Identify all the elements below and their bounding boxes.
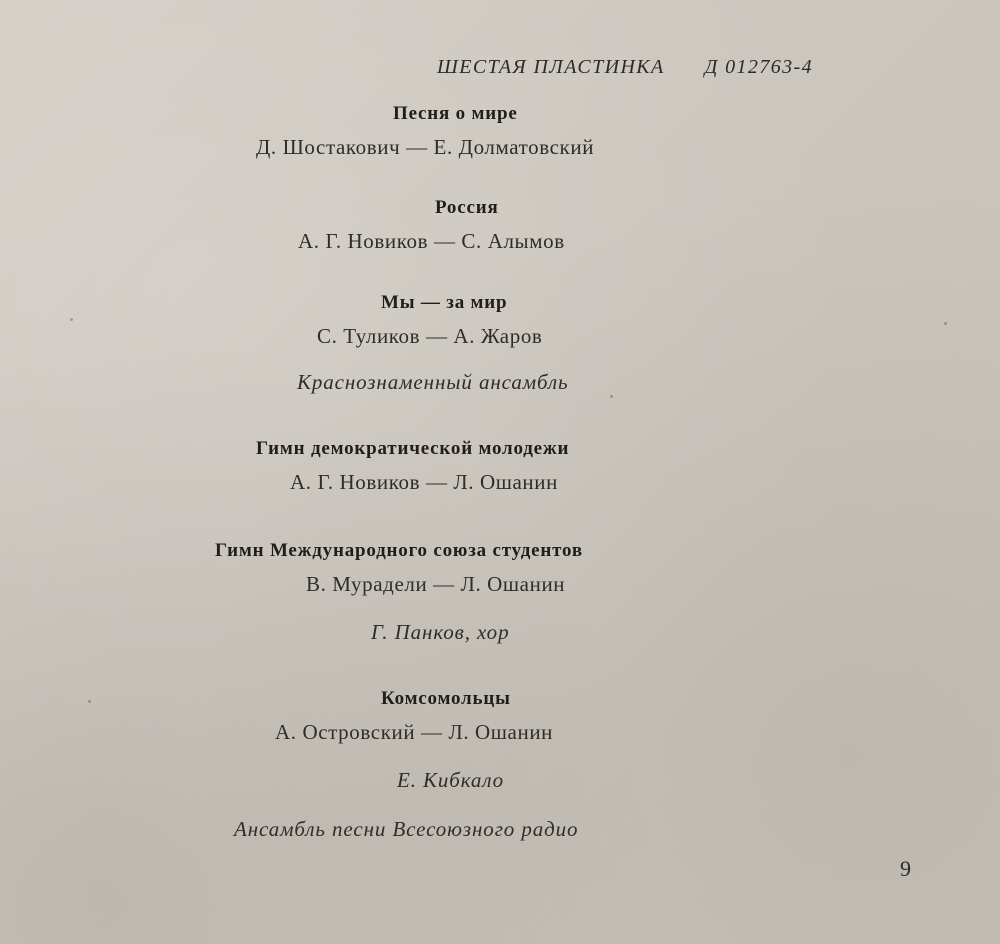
track-authors-3: С. Туликов — А. Жаров <box>317 324 543 348</box>
track-authors-5: В. Мурадели — Л. Ошанин <box>306 572 566 596</box>
track-title-6: Комсомольцы <box>381 688 511 709</box>
catalog-number: Д 012763-4 <box>704 56 813 78</box>
performer-soloist-1: Г. Панков, хор <box>371 620 510 644</box>
track-title-5: Гимн Международного союза студентов <box>215 540 583 561</box>
performer-ensemble-2: Ансамбль песни Всесоюзного радио <box>234 817 579 841</box>
record-header <box>437 56 813 79</box>
track-authors-2: А. Г. Новиков — С. Алымов <box>298 229 565 253</box>
record-label: ШЕСТАЯ ПЛАСТИНКА <box>437 56 665 78</box>
track-title-4: Гимн демократической молодежи <box>256 438 570 459</box>
performer-ensemble-1: Краснознаменный ансамбль <box>297 370 569 394</box>
track-title-3: Мы — за мир <box>381 292 508 313</box>
track-authors-1: Д. Шостакович — Е. Долматовский <box>256 135 595 159</box>
track-title-2: Россия <box>435 197 499 218</box>
track-authors-4: А. Г. Новиков — Л. Ошанин <box>290 470 558 494</box>
track-title-1: Песня о мире <box>393 103 518 124</box>
performer-soloist-2: Е. Кибкало <box>397 768 505 792</box>
track-authors-6: А. Островский — Л. Ошанин <box>275 720 553 744</box>
page-number: 9 <box>900 856 911 881</box>
